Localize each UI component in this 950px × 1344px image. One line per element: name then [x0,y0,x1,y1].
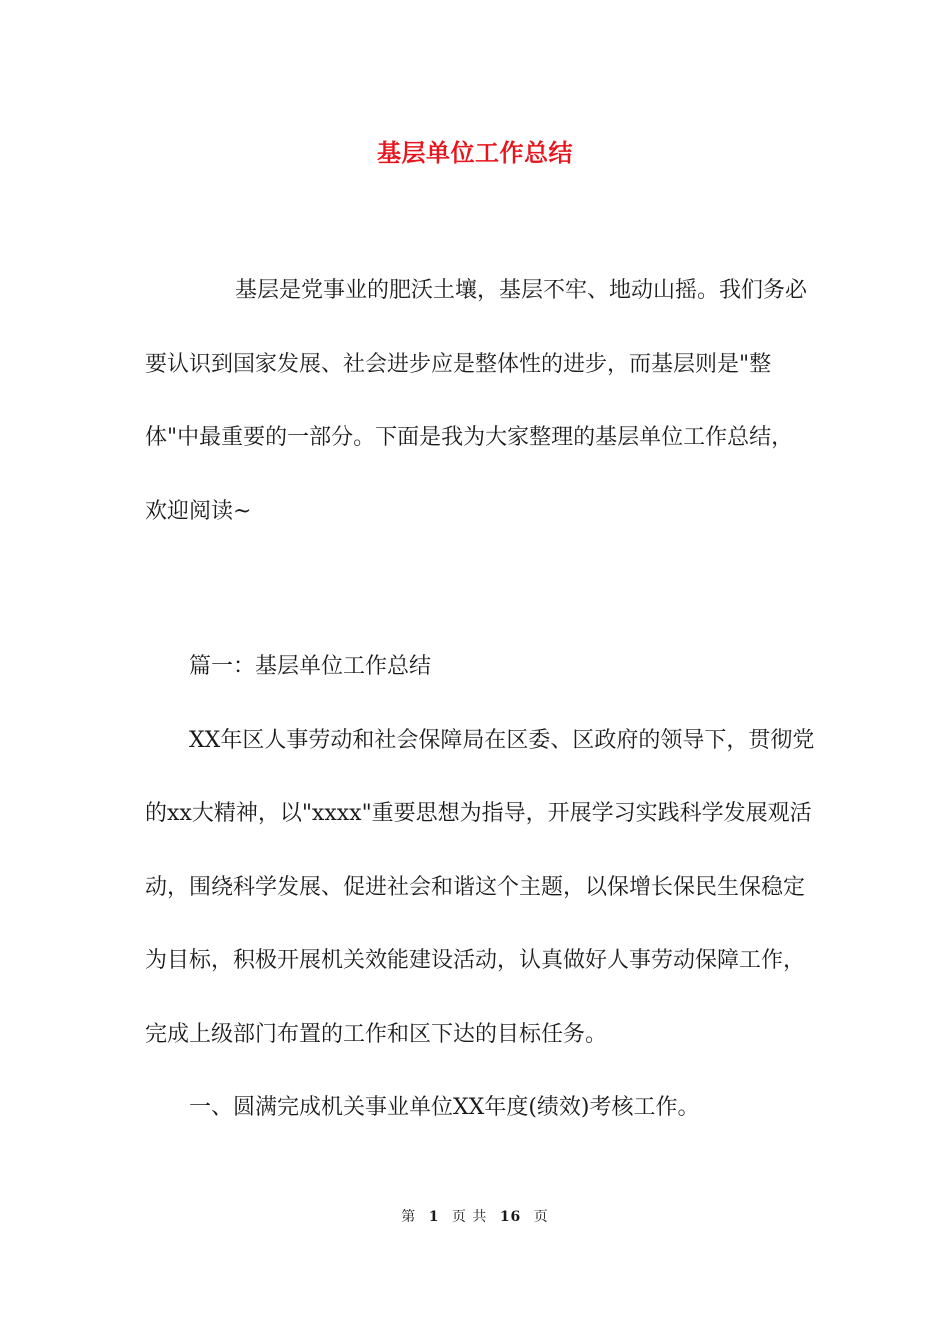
page-footer [0,1207,950,1227]
body-paragraph: 一、圆满完成机关事业单位XX年度(绩效)考核工作。 [189,1095,700,1120]
body-paragraph: XX年区人事劳动和社会保障局在区委、区政府的领导下，贯彻党的xx大精神，以"xxxx"重要思想为指导，开展学习实践科学发展观活动，围绕科学发展、促进社会和谐这个主题，以保增长保民生保稳定为目标，积极开展机关效能建设活动，认真做好人事劳动保障工作，完成上级部门布置的工作和区下达的目标任务。 [145,727,815,1047]
footer-prefix: 第 [401,1209,417,1225]
section-heading: 篇一：基层单位工作总结 [189,654,432,679]
section-one [145,630,815,1145]
current-page-number: 1 [428,1209,440,1225]
intro-paragraph: 基层是党事业的肥沃土壤，基层不牢、地动山摇。我们务必要认识到国家发展、社会进步应是整体性的进步，而基层则是"整体"中最重要的一部分。下面是我为大家整理的基层单位工作总结，欢迎阅读~ [145,278,808,524]
footer-suffix: 页 [533,1209,549,1225]
document-title: 基层单位工作总结 [377,138,573,167]
total-pages-number: 16 [499,1209,522,1225]
footer-middle: 页 共 [451,1209,488,1225]
